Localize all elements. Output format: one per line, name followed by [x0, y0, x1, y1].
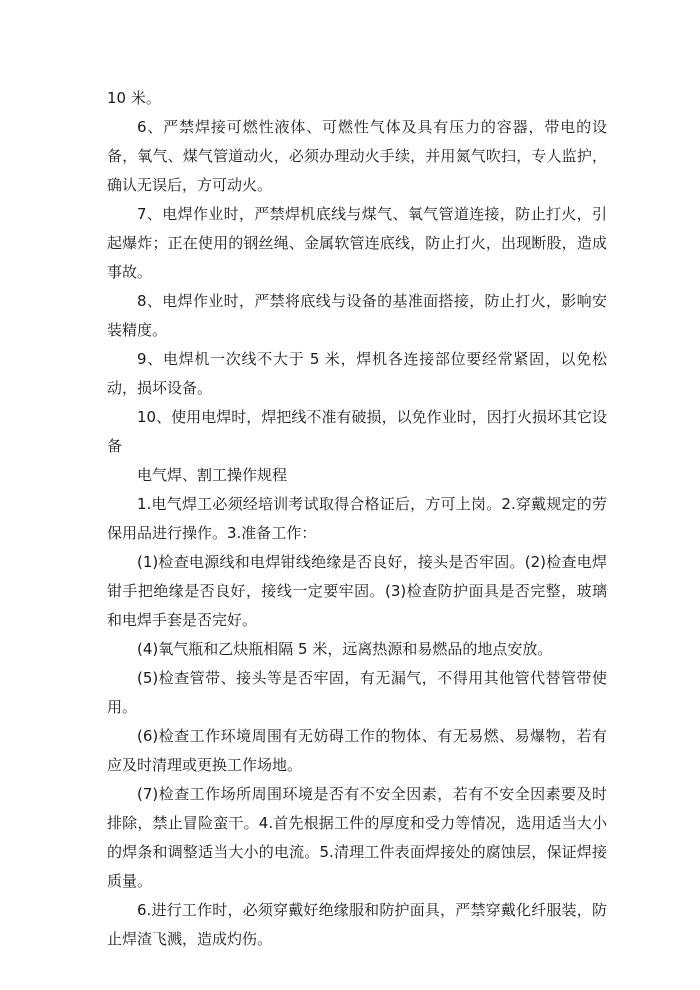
paragraph-5: 9、电焊机一次线不大于 5 米，焊机各连接部位要经常紧固，以免松动，损坏设备。: [107, 350, 607, 397]
document-body: [107, 84, 607, 954]
paragraph-2: 6、严禁焊接可燃性液体、可燃性气体及具有压力的容器，带电的设备，氧气、煤气管道动火，必须办理动火手续，并用氮气吹扫，专人监护，确认无误后，方可动火。: [107, 118, 607, 194]
paragraph-1: 10 米。: [107, 89, 161, 107]
paragraph-11: (5)检查管带、接头等是否牢固，有无漏气，不得用其他管代替管带使用。: [107, 669, 607, 716]
paragraph-9: (1)检查电源线和电焊钳线绝缘是否良好，接头是否牢固。(2)检查电焊钳手把绝缘是否良好，接线一定要牢固。(3)检查防护面具是否完整，玻璃和电焊手套是否完好。: [107, 553, 607, 629]
paragraph-10: (4)氧气瓶和乙炔瓶相隔 5 米，远离热源和易燃品的地点安放。: [137, 640, 553, 658]
paragraph-6: 10、使用电焊时，焊把线不准有破损，以免作业时，因打火损坏其它设备: [107, 408, 607, 455]
paragraph-8: 1.电气焊工必须经培训考试取得合格证后，方可上岗。2.穿戴规定的劳保用品进行操作。3.准备工作：: [107, 495, 607, 542]
paragraph-3: 7、电焊作业时，严禁焊机底线与煤气、氧气管道连接，防止打火，引起爆炸；正在使用的钢丝绳、金属软管连底线，防止打火，出现断股，造成事故。: [107, 205, 607, 281]
paragraph-4: 8、电焊作业时，严禁将底线与设备的基准面搭接，防止打火，影响安装精度。: [107, 292, 607, 339]
paragraph-13: (7)检查工作场所周围环境是否有不安全因素，若有不安全因素要及时排除，禁止冒险蛮干。4.首先根据工件的厚度和受力等情况，选用适当大小的焊条和调整适当大小的电流。5.清理工件表面焊接处的腐蚀层，保证焊接质量。: [107, 785, 607, 890]
section-heading: 电气焊、割工操作规程: [137, 466, 288, 484]
paragraph-12: (6)检查工作环境周围有无妨碍工作的物体、有无易燃、易爆物，若有应及时清理或更换工作场地。: [107, 727, 607, 774]
paragraph-14: 6.进行工作时，必须穿戴好绝缘服和防护面具，严禁穿戴化纤服装，防止焊渣飞溅，造成灼伤。: [107, 901, 607, 948]
